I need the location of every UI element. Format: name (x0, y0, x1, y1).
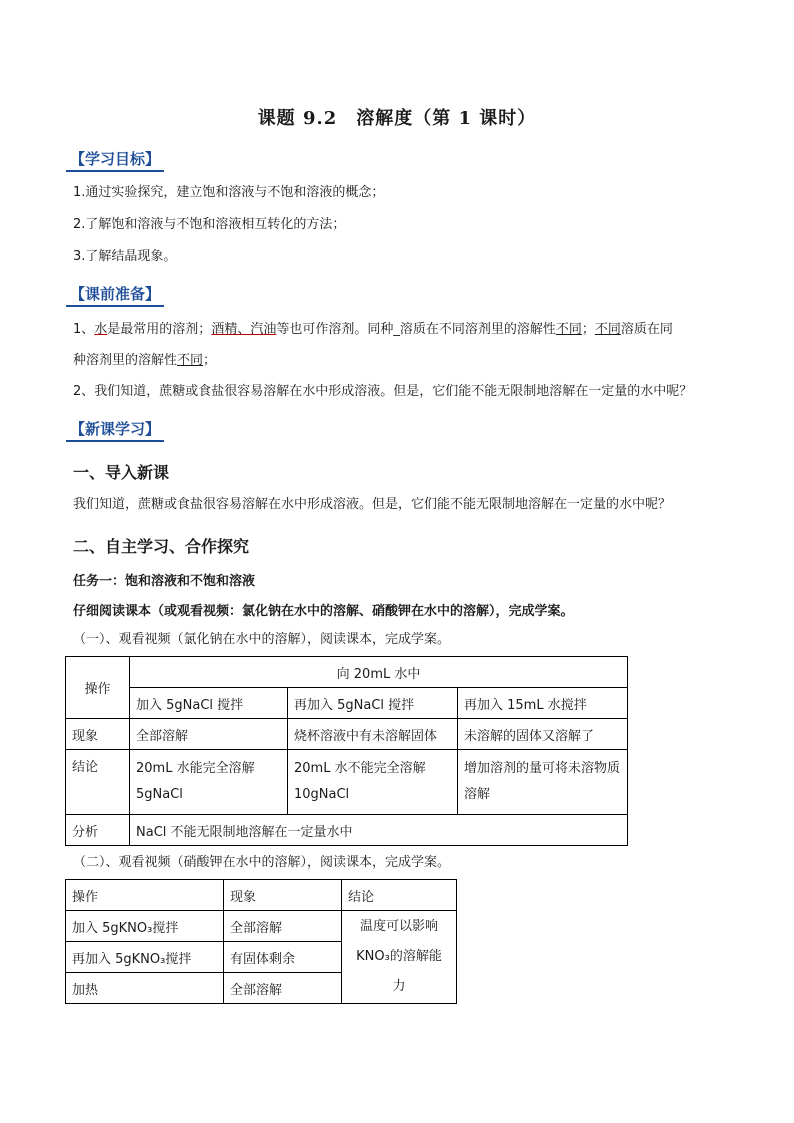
answer-water: 水 (94, 322, 108, 337)
table-cell-header: 向 20mL 水中 (130, 657, 628, 688)
answer-different-2: 不同 (594, 322, 621, 337)
table-cell-op-2: 再加入 5gKNO₃搅拌 (66, 942, 224, 973)
table-cell-step-2: 再加入 5gNaCl 搅拌 (288, 688, 458, 719)
prep-text: 等也可作溶剂。同种_溶质在不同溶剂里的溶解性 (276, 322, 556, 337)
table-cell-analysis-label: 分析 (66, 815, 130, 846)
part-1-text: （一）、观看视频（氯化钠在水中的溶解），阅读课本，完成学案。 (73, 632, 451, 647)
prep-paragraph-2: 2、我们知道，蔗糖或食盐很容易溶解在水中形成溶液。但是，它们能不能无限制地溶解在一定量的水中呢？ (73, 384, 693, 399)
table-cell-phen-2: 有固体剩余 (224, 942, 342, 973)
intro-text: 我们知道，蔗糖或食盐很容易溶解在水中形成溶液。但是，它们能不能无限制地溶解在一定量的水中呢？ (73, 497, 672, 512)
table-cell-op-3: 加热 (66, 973, 224, 1004)
prep-text: 种溶剂里的溶解性 (73, 353, 178, 368)
instruction-text: 仔细阅读课本（或观看视频：氯化钠在水中的溶解、硝酸钾在水中的溶解），完成学案。 (73, 604, 574, 619)
prep-paragraph-1-line-1 (73, 321, 673, 339)
part-2-text: （二）、观看视频（硝酸钾在水中的溶解），阅读课本，完成学案。 (73, 855, 451, 870)
nacl-table (65, 656, 628, 846)
answer-solvents: 酒精、汽油 (211, 322, 277, 337)
table-cell-phen-1: 全部溶解 (224, 911, 342, 942)
goal-3: 3.了解结晶现象。 (73, 249, 177, 264)
answer-different-1: 不同 (555, 322, 582, 337)
section-heading-prep: 【课前准备】 (66, 283, 164, 307)
prep-text: 1、 (73, 322, 95, 337)
section-heading-goals: 【学习目标】 (66, 148, 164, 172)
prep-text: ； (581, 322, 595, 337)
table-cell-phen-3: 全部溶解 (224, 973, 342, 1004)
prep-text: 是最常用的溶剂； (107, 322, 212, 337)
prep-paragraph-1-line-2 (73, 352, 216, 370)
table-cell-kno3-conclusion: 温度可以影响KNO₃的溶解能力 (342, 911, 457, 1004)
table-cell-conclusion-3: 增加溶剂的量可将未溶物质溶解 (458, 750, 628, 815)
table-cell-phenomenon-1: 全部溶解 (130, 719, 288, 750)
goal-1: 1.通过实验探究，建立饱和溶液与不饱和溶液的概念； (73, 185, 385, 200)
task-1-heading: 任务一：饱和溶液和不饱和溶液 (73, 574, 256, 589)
heading-intro: 一、导入新课 (73, 463, 170, 482)
table-cell-conclusion-label: 结论 (66, 750, 130, 815)
table-cell-op-1: 加入 5gKNO₃搅拌 (66, 911, 224, 942)
heading-self-study: 二、自主学习、合作探究 (73, 537, 250, 556)
prep-text: 溶质在同 (620, 322, 673, 337)
kno3-table (65, 879, 457, 1004)
prep-text: ； (203, 353, 217, 368)
answer-different-3: 不同 (177, 353, 204, 368)
table-cell-operation-label: 操作 (66, 657, 130, 719)
page-title: 课题 9.2 溶解度（第 1 课时） (257, 108, 537, 129)
table-cell-step-3: 再加入 15mL 水搅拌 (458, 688, 628, 719)
table-cell-phenomenon-label: 现象 (66, 719, 130, 750)
section-heading-new-lesson: 【新课学习】 (66, 418, 164, 442)
table-cell-analysis: NaCl 不能无限制地溶解在一定量水中 (130, 815, 628, 846)
table-cell-phenomenon-2: 烧杯溶液中有未溶解固体 (288, 719, 458, 750)
table-header-operation: 操作 (66, 880, 224, 911)
table-header-phenomenon: 现象 (224, 880, 342, 911)
goal-2: 2.了解饱和溶液与不饱和溶液相互转化的方法； (73, 217, 346, 232)
table-header-conclusion: 结论 (342, 880, 457, 911)
table-cell-conclusion-1: 20mL 水能完全溶解 5gNaCl (130, 750, 288, 815)
table-cell-phenomenon-3: 未溶解的固体又溶解了 (458, 719, 628, 750)
table-cell-step-1: 加入 5gNaCl 搅拌 (130, 688, 288, 719)
table-cell-conclusion-2: 20mL 水不能完全溶解 10gNaCl (288, 750, 458, 815)
